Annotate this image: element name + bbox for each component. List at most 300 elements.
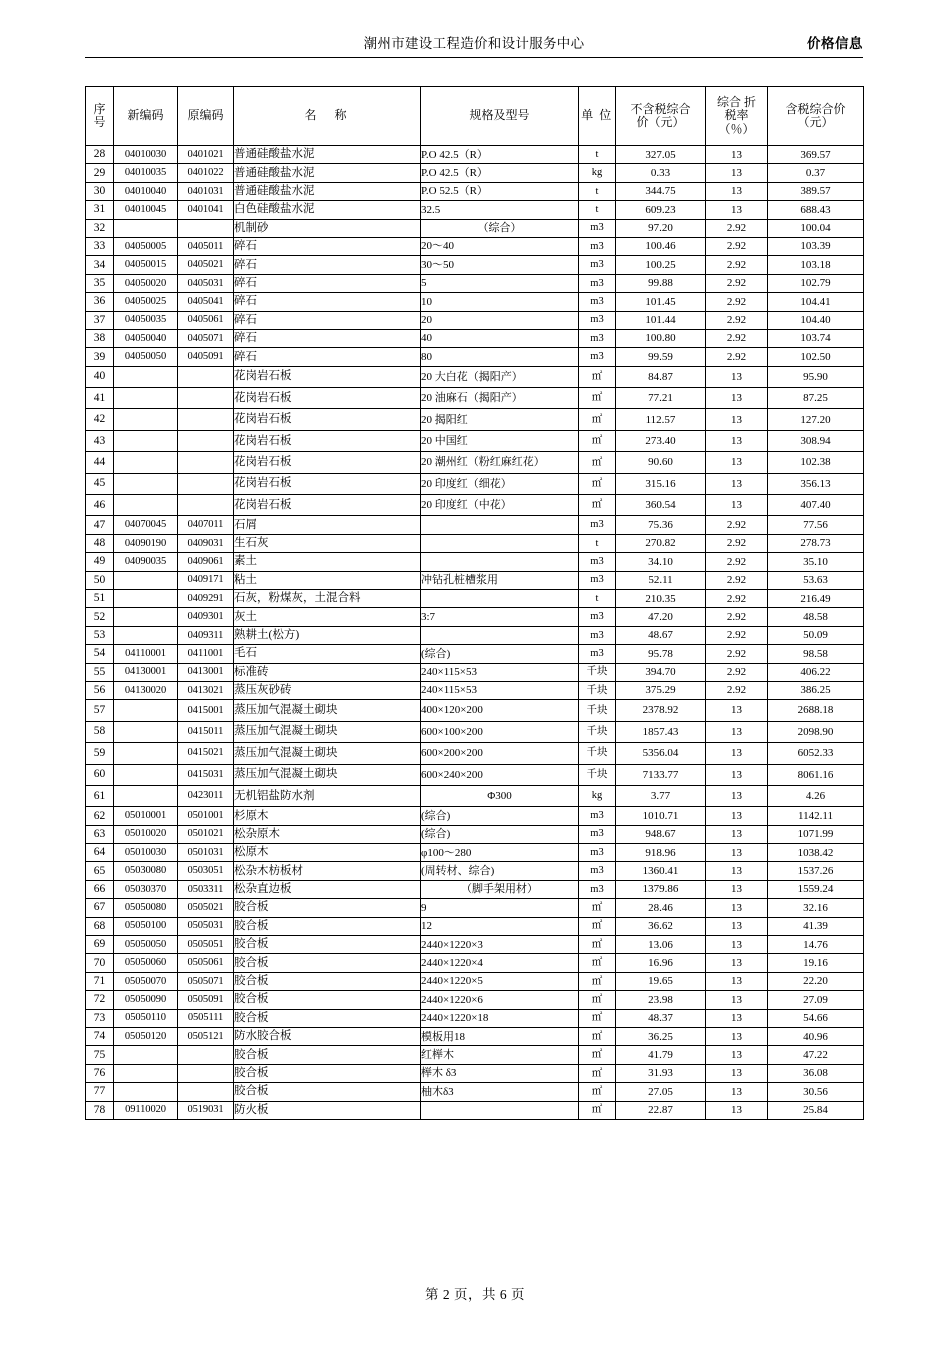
row-tax-rate: 2.92 [706,626,768,644]
row-unit: m3 [579,274,616,292]
row-name: 普通硅酸盐水泥 [234,182,421,200]
row-price-excl-tax: 22.87 [616,1101,706,1119]
row-unit: ㎡ [579,1009,616,1027]
row-old-code: 0405061 [178,311,234,329]
row-old-code [178,473,234,494]
row-old-code [178,366,234,387]
row-spec: P.O 42.5（R） [421,164,579,182]
row-price-excl-tax: 23.98 [616,991,706,1009]
col-header-old-code [178,87,234,146]
row-price-incl-tax: 22.20 [768,972,864,990]
row-spec: 20 潮州红（粉红麻红花） [421,452,579,473]
row-name: 碎石 [234,311,421,329]
row-price-incl-tax: 19.16 [768,954,864,972]
row-unit: m3 [579,825,616,843]
row-new-code [114,626,178,644]
row-old-code: 0505051 [178,936,234,954]
table-row [86,571,864,589]
row-old-code [178,1064,234,1082]
row-tax-rate: 13 [706,182,768,200]
row-price-excl-tax: 84.87 [616,366,706,387]
row-name: 蒸压加气混凝土砌块 [234,700,421,721]
row-tax-rate: 13 [706,409,768,430]
row-name: 胶合板 [234,1083,421,1101]
row-name: 蒸压灰砂砖 [234,681,421,699]
row-price-incl-tax: 0.37 [768,164,864,182]
row-name: 碎石 [234,274,421,292]
row-name: 花岗岩石板 [234,409,421,430]
row-seq: 59 [86,743,114,764]
row-price-excl-tax: 16.96 [616,954,706,972]
row-spec: （脚手架用材） [421,880,579,898]
row-unit: t [579,146,616,164]
row-tax-rate: 13 [706,991,768,1009]
row-price-excl-tax: 2378.92 [616,700,706,721]
row-unit: m3 [579,256,616,274]
table-row [86,256,864,274]
row-new-code: 04050040 [114,329,178,347]
row-unit: ㎡ [579,991,616,1009]
row-spec: 20 中国红 [421,430,579,451]
row-spec [421,626,579,644]
table-row [86,844,864,862]
row-name: 普通硅酸盐水泥 [234,164,421,182]
row-seq: 47 [86,516,114,534]
row-seq: 34 [86,256,114,274]
row-price-incl-tax: 103.74 [768,329,864,347]
row-spec: 20 印度红（中花） [421,495,579,516]
row-spec: 20 印度红（细花） [421,473,579,494]
row-spec: 600×200×200 [421,743,579,764]
row-spec: 柚木δ3 [421,1083,579,1101]
row-spec [421,534,579,552]
row-old-code: 0405011 [178,237,234,255]
table-row [86,164,864,182]
row-old-code: 0415031 [178,764,234,785]
row-seq: 77 [86,1083,114,1101]
row-name: 胶合板 [234,1064,421,1082]
table-row [86,825,864,843]
row-tax-rate: 13 [706,430,768,451]
row-name: 碎石 [234,293,421,311]
row-name: 机制砂 [234,219,421,237]
row-price-incl-tax: 103.18 [768,256,864,274]
row-price-incl-tax: 406.22 [768,663,864,681]
row-old-code: 0501031 [178,844,234,862]
row-name: 胶合板 [234,991,421,1009]
row-price-incl-tax: 14.76 [768,936,864,954]
row-seq: 38 [86,329,114,347]
table-row [86,182,864,200]
row-name: 蒸压加气混凝土砌块 [234,743,421,764]
row-price-incl-tax: 102.38 [768,452,864,473]
row-name: 花岗岩石板 [234,452,421,473]
table-row [86,743,864,764]
col-header-seq-l1: 序 [93,101,106,116]
row-price-excl-tax: 375.29 [616,681,706,699]
row-old-code [178,430,234,451]
row-tax-rate: 13 [706,862,768,880]
row-price-incl-tax: 1038.42 [768,844,864,862]
row-spec: 30～50 [421,256,579,274]
row-seq: 31 [86,201,114,219]
col-header-price-l1: 不含税综合 [630,101,691,116]
row-price-excl-tax: 948.67 [616,825,706,843]
row-price-incl-tax: 50.09 [768,626,864,644]
row-old-code: 0413021 [178,681,234,699]
row-price-excl-tax: 100.25 [616,256,706,274]
row-unit: ㎡ [579,366,616,387]
col-header-name-l1: 名 称 [304,108,350,123]
row-unit: 千块 [579,700,616,721]
row-name: 标准砖 [234,663,421,681]
row-new-code: 04010035 [114,164,178,182]
row-old-code: 0505111 [178,1009,234,1027]
col-header-new-code [114,87,178,146]
row-tax-rate: 13 [706,452,768,473]
row-new-code: 05010030 [114,844,178,862]
row-new-code [114,1046,178,1064]
row-price-excl-tax: 75.36 [616,516,706,534]
row-name: 胶合板 [234,917,421,935]
row-price-incl-tax: 1071.99 [768,825,864,843]
row-name: 防火板 [234,1101,421,1119]
row-tax-rate: 2.92 [706,293,768,311]
row-old-code [178,1046,234,1064]
row-unit: m3 [579,880,616,898]
row-name: 花岗岩石板 [234,495,421,516]
row-unit: ㎡ [579,1101,616,1119]
table-header [86,87,864,146]
row-unit: ㎡ [579,936,616,954]
row-old-code: 0415021 [178,743,234,764]
row-unit: ㎡ [579,972,616,990]
row-unit: m3 [579,807,616,825]
row-spec: 2440×1220×5 [421,972,579,990]
col-header-price-incl-tax [768,87,864,146]
row-tax-rate: 2.92 [706,553,768,571]
row-price-incl-tax: 30.56 [768,1083,864,1101]
row-spec: 2440×1220×4 [421,954,579,972]
table-row [86,862,864,880]
row-name: 胶合板 [234,954,421,972]
col-header-rate-l3: （％） [718,121,755,136]
row-spec: Φ300 [421,785,579,806]
row-old-code: 0401022 [178,164,234,182]
col-header-old-code-l1: 原编码 [187,108,224,123]
table-row [86,899,864,917]
row-new-code: 04010045 [114,201,178,219]
row-price-incl-tax: 688.43 [768,201,864,219]
row-seq: 28 [86,146,114,164]
row-tax-rate: 13 [706,972,768,990]
row-old-code [178,452,234,473]
row-new-code [114,743,178,764]
row-price-incl-tax: 407.40 [768,495,864,516]
row-name: 花岗岩石板 [234,473,421,494]
table-row [86,764,864,785]
row-price-excl-tax: 13.06 [616,936,706,954]
row-unit: m3 [579,348,616,366]
row-old-code [178,409,234,430]
row-spec: 80 [421,348,579,366]
row-price-incl-tax: 32.16 [768,899,864,917]
row-seq: 61 [86,785,114,806]
row-new-code [114,764,178,785]
row-price-excl-tax: 99.59 [616,348,706,366]
row-seq: 70 [86,954,114,972]
row-tax-rate: 13 [706,1083,768,1101]
row-unit: 千块 [579,764,616,785]
row-old-code: 0505091 [178,991,234,1009]
table-row [86,954,864,972]
row-spec: 240×115×53 [421,681,579,699]
row-unit: m3 [579,571,616,589]
row-spec [421,553,579,571]
row-old-code: 0415011 [178,721,234,742]
row-old-code: 0409171 [178,571,234,589]
row-old-code: 0409311 [178,626,234,644]
row-price-incl-tax: 98.58 [768,645,864,663]
row-new-code [114,388,178,409]
row-new-code: 05050090 [114,991,178,1009]
table-header-row [86,87,864,146]
row-old-code: 0501001 [178,807,234,825]
row-unit: ㎡ [579,409,616,430]
row-unit: m3 [579,219,616,237]
row-spec: 2440×1220×18 [421,1009,579,1027]
row-seq: 53 [86,626,114,644]
table-row [86,201,864,219]
row-price-excl-tax: 100.46 [616,237,706,255]
row-name: 毛石 [234,645,421,663]
row-seq: 54 [86,645,114,663]
row-unit: kg [579,164,616,182]
row-new-code: 04130020 [114,681,178,699]
table-row [86,663,864,681]
row-price-incl-tax: 127.20 [768,409,864,430]
col-header-unit [579,87,616,146]
row-unit: ㎡ [579,1046,616,1064]
row-seq: 65 [86,862,114,880]
col-header-price-excl-tax [616,87,706,146]
row-new-code: 04050015 [114,256,178,274]
col-header-name [234,87,421,146]
row-unit: m3 [579,844,616,862]
row-new-code: 04110001 [114,645,178,663]
col-header-total-l2: （元） [797,115,834,129]
row-name: 防水胶合板 [234,1027,421,1045]
row-name: 碎石 [234,329,421,347]
row-price-excl-tax: 101.45 [616,293,706,311]
row-tax-rate: 13 [706,388,768,409]
row-old-code: 0413001 [178,663,234,681]
row-old-code: 0405031 [178,274,234,292]
row-spec: P.O 42.5（R） [421,146,579,164]
row-tax-rate: 2.92 [706,348,768,366]
row-new-code [114,785,178,806]
row-name: 白色硅酸盐水泥 [234,201,421,219]
row-seq: 49 [86,553,114,571]
row-seq: 36 [86,293,114,311]
row-price-incl-tax: 1559.24 [768,880,864,898]
row-price-excl-tax: 918.96 [616,844,706,862]
row-price-excl-tax: 36.25 [616,1027,706,1045]
row-spec: P.O 52.5（R） [421,182,579,200]
row-new-code: 05010020 [114,825,178,843]
row-price-incl-tax: 77.56 [768,516,864,534]
row-price-excl-tax: 100.80 [616,329,706,347]
row-price-excl-tax: 3.77 [616,785,706,806]
table-row [86,626,864,644]
row-tax-rate: 2.92 [706,663,768,681]
row-new-code: 05030370 [114,880,178,898]
row-seq: 60 [86,764,114,785]
row-new-code [114,608,178,626]
row-new-code [114,366,178,387]
row-tax-rate: 13 [706,473,768,494]
row-seq: 57 [86,700,114,721]
row-price-incl-tax: 25.84 [768,1101,864,1119]
row-new-code: 04070045 [114,516,178,534]
row-seq: 39 [86,348,114,366]
row-old-code [178,1083,234,1101]
row-new-code [114,219,178,237]
row-unit: t [579,182,616,200]
row-new-code: 04010030 [114,146,178,164]
table-row [86,553,864,571]
row-tax-rate: 13 [706,201,768,219]
row-tax-rate: 13 [706,495,768,516]
row-unit: 千块 [579,743,616,764]
row-seq: 64 [86,844,114,862]
table-row [86,293,864,311]
table-row [86,721,864,742]
row-tax-rate: 13 [706,1046,768,1064]
table-row [86,681,864,699]
row-spec: （综合） [421,219,579,237]
row-price-excl-tax: 1857.43 [616,721,706,742]
row-spec: 400×120×200 [421,700,579,721]
row-new-code: 04090190 [114,534,178,552]
table-row [86,516,864,534]
row-seq: 42 [86,409,114,430]
row-tax-rate: 13 [706,917,768,935]
row-spec: 20～40 [421,237,579,255]
row-name: 灰土 [234,608,421,626]
row-name: 碎石 [234,237,421,255]
row-spec: 40 [421,329,579,347]
row-tax-rate: 13 [706,936,768,954]
row-name: 碎石 [234,348,421,366]
row-name: 花岗岩石板 [234,366,421,387]
col-header-new-code-l1: 新编码 [127,108,164,123]
row-price-excl-tax: 112.57 [616,409,706,430]
row-new-code: 05030080 [114,862,178,880]
row-seq: 71 [86,972,114,990]
row-name: 无机铝盐防水剂 [234,785,421,806]
header-center-title: 潮州市建设工程造价和设计服务中心 [363,36,585,51]
row-new-code: 04010040 [114,182,178,200]
row-price-excl-tax: 210.35 [616,589,706,607]
row-seq: 67 [86,899,114,917]
col-header-total-l1: 含税综合价 [785,101,846,116]
row-seq: 43 [86,430,114,451]
row-new-code: 05050070 [114,972,178,990]
row-seq: 72 [86,991,114,1009]
row-tax-rate: 2.92 [706,681,768,699]
table-row [86,495,864,516]
row-tax-rate: 13 [706,764,768,785]
row-new-code: 04050025 [114,293,178,311]
row-tax-rate: 13 [706,954,768,972]
row-tax-rate: 2.92 [706,645,768,663]
table-row [86,146,864,164]
row-old-code: 0505071 [178,972,234,990]
row-price-excl-tax: 360.54 [616,495,706,516]
row-new-code [114,700,178,721]
row-name: 普通硅酸盐水泥 [234,146,421,164]
row-price-incl-tax: 87.25 [768,388,864,409]
row-price-incl-tax: 35.10 [768,553,864,571]
row-tax-rate: 13 [706,743,768,764]
row-name: 熟耕土(松方) [234,626,421,644]
row-tax-rate: 13 [706,1009,768,1027]
row-price-excl-tax: 394.70 [616,663,706,681]
row-unit: m3 [579,553,616,571]
row-price-excl-tax: 27.05 [616,1083,706,1101]
row-price-excl-tax: 99.88 [616,274,706,292]
row-unit: kg [579,785,616,806]
row-name: 石灰，粉煤灰，土混合料 [234,589,421,607]
row-seq: 44 [86,452,114,473]
row-seq: 52 [86,608,114,626]
row-old-code: 0401041 [178,201,234,219]
col-header-rate-l2: 税率 [724,108,749,123]
row-name: 石屑 [234,516,421,534]
row-seq: 46 [86,495,114,516]
row-price-excl-tax: 95.78 [616,645,706,663]
col-header-seq-l2: 号 [93,115,106,129]
row-price-incl-tax: 1142.11 [768,807,864,825]
row-new-code [114,473,178,494]
col-header-seq [86,87,114,146]
table-row [86,1083,864,1101]
row-name: 杉原木 [234,807,421,825]
table-row [86,366,864,387]
row-price-excl-tax: 36.62 [616,917,706,935]
table-row [86,991,864,1009]
row-price-incl-tax: 308.94 [768,430,864,451]
row-seq: 50 [86,571,114,589]
row-tax-rate: 2.92 [706,534,768,552]
row-unit: ㎡ [579,917,616,935]
row-price-excl-tax: 1379.86 [616,880,706,898]
row-old-code: 0409301 [178,608,234,626]
row-tax-rate: 13 [706,880,768,898]
row-tax-rate: 2.92 [706,237,768,255]
table-row [86,1101,864,1119]
row-tax-rate: 2.92 [706,219,768,237]
row-old-code: 0405021 [178,256,234,274]
row-seq: 62 [86,807,114,825]
row-name: 胶合板 [234,1046,421,1064]
row-old-code: 0409291 [178,589,234,607]
row-new-code: 04090035 [114,553,178,571]
table-row [86,388,864,409]
row-new-code [114,571,178,589]
row-unit: m3 [579,311,616,329]
